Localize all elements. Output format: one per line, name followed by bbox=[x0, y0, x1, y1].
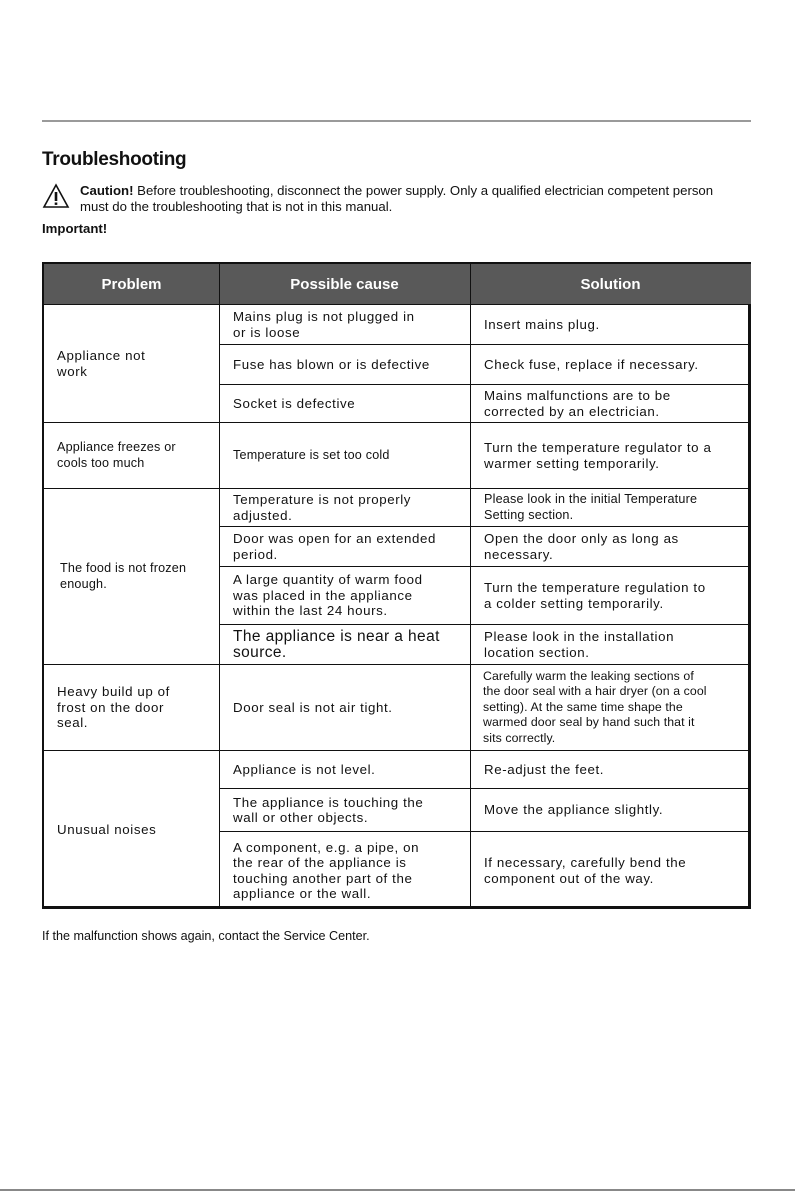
problem-cell: The food is not frozen enough. bbox=[60, 561, 187, 591]
solution-cell: Carefully warm the leaking sections of the door seal with a hair dryer (on a cool setting). At the same time shape the warmed door seal by hand such that it sits correctly. bbox=[483, 668, 707, 745]
solution-cell: Mains malfunctions are to be corrected by an electrician. bbox=[484, 388, 671, 419]
warning-icon bbox=[42, 183, 70, 209]
cause-cell: The appliance is touching the wall or other objects. bbox=[233, 794, 424, 825]
problem-cell: Appliance freezes or cools too much bbox=[57, 440, 176, 470]
solution-cell: Insert mains plug. bbox=[484, 316, 600, 332]
solution-cell: Open the door only as long as necessary. bbox=[484, 531, 679, 562]
caution-note bbox=[80, 183, 720, 215]
solution-cell: If necessary, carefully bend the component out of the way. bbox=[484, 855, 687, 886]
solution-cell: Turn the temperature regulator to a warmer setting temporarily. bbox=[484, 440, 712, 471]
header-solution: Solution bbox=[470, 264, 751, 304]
footer-note: If the malfunction shows again, contact the Service Center. bbox=[42, 929, 370, 943]
page-title: Troubleshooting bbox=[42, 149, 187, 170]
header-rule bbox=[42, 120, 751, 122]
caution-label: Caution! bbox=[80, 183, 134, 198]
cause-cell: A large quantity of warm food was placed in the appliance within the last 24 hours. bbox=[233, 572, 423, 619]
solution-cell: Re-adjust the feet. bbox=[484, 761, 605, 777]
solution-cell: Turn the temperature regulation to a colder setting temporarily. bbox=[484, 580, 706, 611]
cause-cell: Socket is defective bbox=[233, 395, 356, 411]
solution-cell: Please look in the installation location section. bbox=[484, 629, 675, 660]
important-label: Important! bbox=[42, 221, 108, 236]
cause-cell: The appliance is near a heat source. bbox=[233, 627, 440, 661]
problem-cell: Heavy build up of frost on the door seal. bbox=[57, 684, 170, 731]
header-cause: Possible cause bbox=[219, 264, 470, 304]
cause-cell: Door seal is not air tight. bbox=[233, 699, 393, 715]
cause-cell: Fuse has blown or is defective bbox=[233, 356, 430, 372]
header-problem: Problem bbox=[44, 264, 219, 304]
problem-cell: Unusual noises bbox=[57, 822, 157, 838]
cause-cell: Temperature is set too cold bbox=[233, 447, 390, 462]
cause-cell: Appliance is not level. bbox=[233, 761, 376, 777]
cause-cell: Temperature is not properly adjusted. bbox=[233, 492, 412, 523]
solution-cell: Move the appliance slightly. bbox=[484, 802, 664, 818]
problem-cell: Appliance not work bbox=[57, 348, 146, 379]
solution-cell: Check fuse, replace if necessary. bbox=[484, 356, 699, 372]
solution-cell: Please look in the initial Temperature Setting section. bbox=[484, 492, 698, 522]
cause-cell: Door was open for an extended period. bbox=[233, 531, 436, 562]
caution-text: Before troubleshooting, disconnect the power supply. Only a qualified electrician competent person must do the troubleshooting that is not in this manual. bbox=[80, 183, 714, 214]
cause-cell: Mains plug is not plugged in or is loose bbox=[233, 309, 415, 340]
troubleshooting-table bbox=[42, 262, 751, 909]
cause-cell: A component, e.g. a pipe, on the rear of the appliance is touching another part of the appliance or the wall. bbox=[233, 839, 420, 901]
